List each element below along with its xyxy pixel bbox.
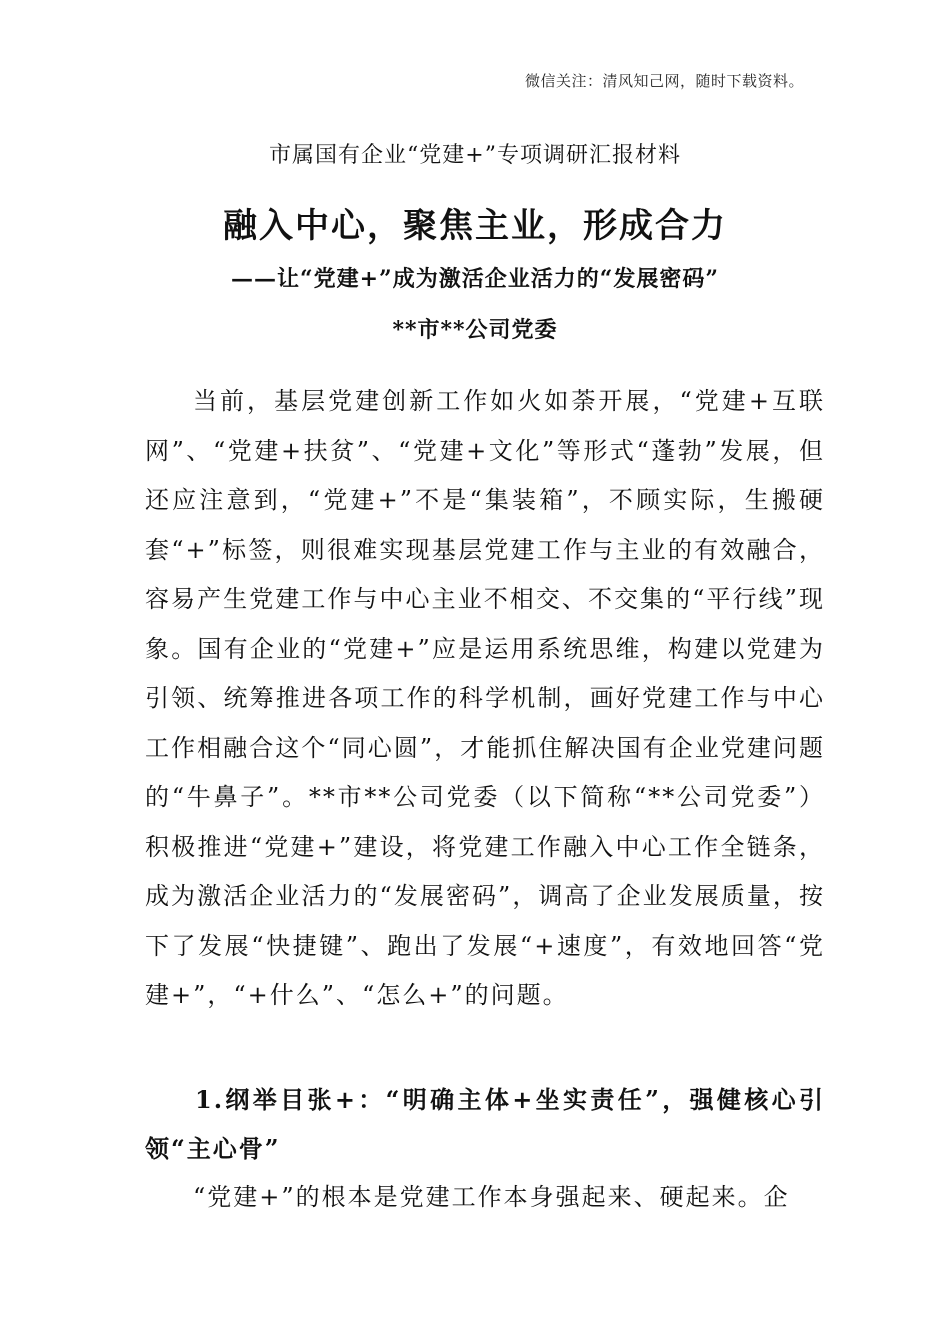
section-heading: 1.纲举目张+：“明确主体+坐实责任”，强健核心引领“主心骨” — [145, 1085, 825, 1163]
body-paragraph: 当前，基层党建创新工作如火如荼开展，“党建+互联网”、“党建+扶贫”、“党建+文化”等形式“蓬勃”发展，但还应注意到，“党建+”不是“集装箱”，不顾实际，生搬硬套“+”标签，则很难实现基层党建工作与主业的有效融合，容易产生党建工作与中心主业不相交、不交集的“平行线”现象。国有企业的“党建+”应是运用系统思维，构建以党建为引领、统筹推进各项工作的科学机制，画好党建工作与中心工作相融合这个“同心圆”，才能抓住解决国有企业党建问题的“牛鼻子”。**市**公司党委（以下简称“**公司党委”）积极推进“党建+”建设，将党建工作融入中心工作全链条，成为激活企业活力的“发展密码”，调高了企业发展质量，按下了发展“快捷键”、跑出了发展“+速度”，有效地回答“党建+”，“+什么”、“怎么+”的问题。 — [145, 387, 825, 1009]
document-title: 融入中心，聚焦主业，形成合力 — [223, 206, 727, 246]
body-paragraph: “党建+”的根本是党建工作本身强起来、硬起来。企 — [193, 1183, 790, 1211]
header-note: 微信关注：清风知己网，随时下载资料。 — [524, 72, 804, 90]
document-author: **市**公司党委 — [392, 317, 558, 343]
document-kicker: 市属国有企业“党建+”专项调研汇报材料 — [269, 143, 681, 168]
document-subtitle: ——让“党建+”成为激活企业活力的“发展密码” — [230, 266, 720, 292]
